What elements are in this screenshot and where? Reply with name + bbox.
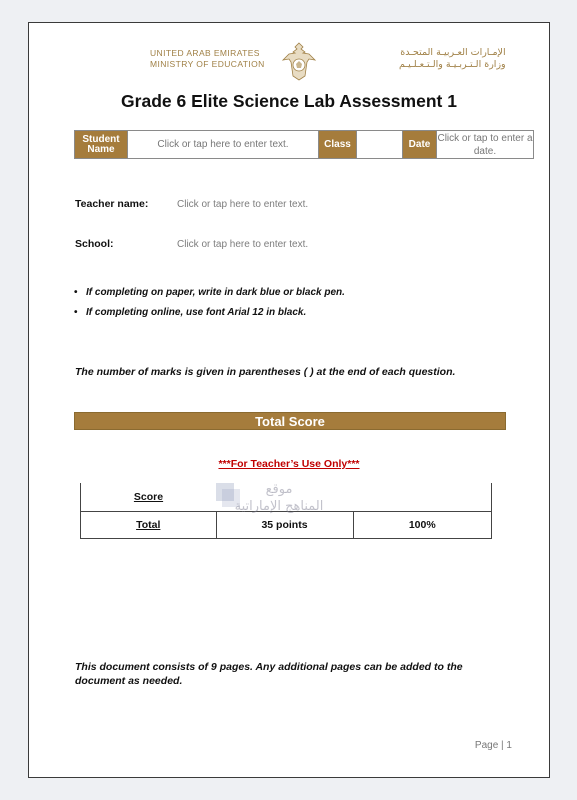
watermark-text — [224, 481, 334, 515]
teacher-use-only-label: ***For Teacher’s Use Only*** — [218, 458, 360, 470]
ministry-en-line1: UNITED ARAB EMIRATES — [150, 48, 260, 58]
date-field[interactable]: Click or tap to enter a date. — [437, 132, 533, 157]
document-pages-note: This document consists of 9 pages. Any additional pages can be added to the document as needed. — [75, 661, 463, 687]
ministry-en-line2: MINISTRY OF EDUCATION — [150, 59, 265, 69]
instruction-item — [74, 307, 306, 318]
ministry-ar-line2: وزارة الـتـربـيـة والـتـعـلـيـم — [399, 59, 506, 70]
uae-emblem-icon — [279, 40, 319, 82]
document-title: Grade 6 Elite Science Lab Assessment 1 — [121, 91, 457, 111]
student-info-table — [74, 130, 534, 159]
student-name-field[interactable]: Click or tap here to enter text. — [128, 131, 319, 159]
ministry-arabic-name — [399, 47, 506, 71]
watermark-line2: المناهج الإماراتية — [234, 499, 324, 514]
document-page — [28, 22, 550, 778]
class-field[interactable] — [357, 131, 403, 159]
bullet-icon: • — [74, 287, 78, 298]
teacher-name-field[interactable]: Click or tap here to enter text. — [177, 199, 309, 210]
marks-note: The number of marks is given in parentheses ( ) at the end of each question. — [75, 366, 456, 378]
watermark-line1: موقع — [265, 482, 293, 497]
score-percent-cell[interactable] — [353, 483, 492, 511]
teacher-name-label: Teacher name: — [75, 198, 149, 210]
bullet-icon: • — [74, 307, 78, 318]
instruction-text: If completing on paper, write in dark blue or black pen. — [86, 287, 345, 298]
score-label: Score — [81, 483, 217, 511]
total-percent: 100% — [353, 511, 492, 538]
total-score-header: Total Score — [74, 412, 506, 430]
instruction-item — [74, 287, 345, 298]
school-field[interactable]: Click or tap here to enter text. — [177, 239, 309, 250]
date-label: Date — [403, 131, 437, 159]
ministry-english-name — [150, 48, 265, 70]
total-points: 35 points — [216, 511, 353, 538]
class-label: Class — [319, 131, 357, 159]
school-label: School: — [75, 238, 114, 250]
total-label: Total — [81, 511, 217, 538]
page-number: Page | 1 — [474, 740, 512, 751]
student-name-label: Student Name — [75, 131, 128, 159]
ministry-ar-line1: الإمـارات العـربيـة المتحـدة — [400, 47, 506, 58]
instruction-text: If completing online, use font Arial 12 in black. — [86, 307, 307, 318]
